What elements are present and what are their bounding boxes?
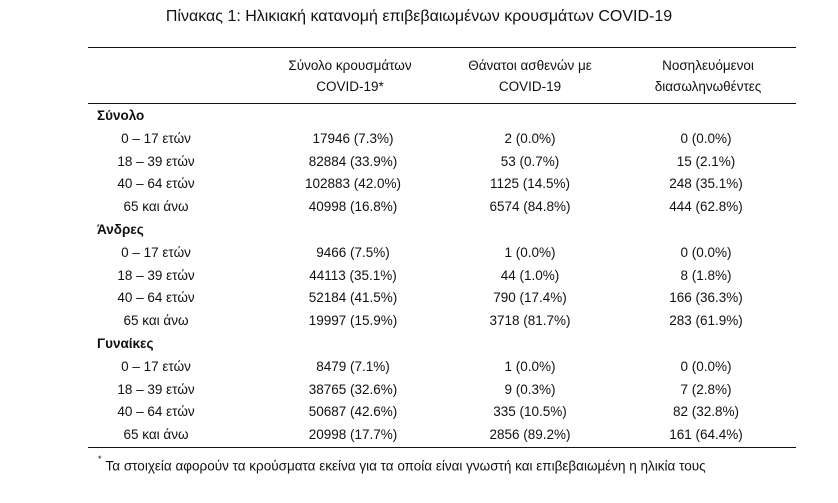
age-cell: 65 και άνω xyxy=(123,426,189,442)
cases-cell: 17946 (7.3%) xyxy=(312,131,394,146)
footnote xyxy=(98,452,706,477)
age-cell: 18 – 39 ετών xyxy=(117,153,195,169)
intubated-cell: 8 (1.8%) xyxy=(680,267,732,283)
table-row xyxy=(0,401,838,424)
column-header-cases-line2: COVID-19* xyxy=(316,79,384,94)
table-top-rule xyxy=(88,47,796,48)
intubated-cell: 0 (0.0%) xyxy=(680,359,732,374)
cases-cell: 38765 (32.6%) xyxy=(308,381,398,397)
table-header-rule xyxy=(88,103,796,104)
age-cell: 40 – 64 ετών xyxy=(117,290,195,305)
age-cell: 40 – 64 ετών xyxy=(117,404,195,419)
table-title: Πίνακας 1: Ηλικιακή κατανομή επιβεβαιωμένων κρουσμάτων COVID-19 xyxy=(165,8,673,25)
group-label: Άνδρες xyxy=(97,222,144,237)
table-row xyxy=(0,287,838,310)
intubated-cell: 444 (62.8%) xyxy=(669,198,743,214)
table-row xyxy=(0,151,838,174)
age-cell: 65 και άνω xyxy=(123,312,189,328)
cases-cell: 50687 (42.6%) xyxy=(308,404,398,419)
table-row xyxy=(0,424,838,447)
deaths-cell: 1 (0.0%) xyxy=(504,245,556,260)
age-cell: 18 – 39 ετών xyxy=(117,381,195,397)
column-header-intubated-line1: Νοσηλευόμενοι xyxy=(662,58,754,73)
deaths-cell: 9 (0.3%) xyxy=(504,381,556,397)
intubated-cell: 161 (64.4%) xyxy=(669,426,743,442)
table-row xyxy=(0,379,838,402)
table-row xyxy=(0,310,838,333)
intubated-cell: 7 (2.8%) xyxy=(680,381,732,397)
column-header-cases xyxy=(260,55,440,97)
group-label: Σύνολο xyxy=(97,108,145,123)
intubated-cell: 166 (36.3%) xyxy=(669,290,743,305)
intubated-cell: 82 (32.8%) xyxy=(672,404,740,419)
column-header-intubated-line2: διασωληνωθέντες xyxy=(654,79,762,94)
column-header-deaths-line1: Θάνατοι ασθενών με xyxy=(468,58,592,73)
cases-cell: 19997 (15.9%) xyxy=(308,312,398,328)
cases-cell: 40998 (16.8%) xyxy=(308,198,398,214)
table-row xyxy=(0,196,838,219)
column-header-deaths-line2: COVID-19 xyxy=(498,79,562,94)
deaths-cell: 6574 (84.8%) xyxy=(489,198,571,214)
deaths-cell: 44 (1.0%) xyxy=(500,267,560,283)
intubated-cell: 248 (35.1%) xyxy=(669,176,743,191)
age-cell: 0 – 17 ετών xyxy=(121,359,191,374)
footnote-text: Τα στοιχεία αφορούν τα κρούσματα εκείνα για τα οποία είναι γνωστή και επιβεβαιωμένη η ηλικία τους xyxy=(105,458,706,474)
age-cell: 0 – 17 ετών xyxy=(121,131,191,146)
intubated-cell: 0 (0.0%) xyxy=(680,131,732,146)
deaths-cell: 1 (0.0%) xyxy=(504,359,556,374)
cases-cell: 52184 (41.5%) xyxy=(308,290,398,305)
deaths-cell: 2856 (89.2%) xyxy=(489,426,571,442)
column-header-deaths xyxy=(440,55,620,97)
table-row xyxy=(0,173,838,196)
deaths-cell: 790 (17.4%) xyxy=(493,290,567,305)
intubated-cell: 0 (0.0%) xyxy=(680,245,732,260)
age-cell: 18 – 39 ετών xyxy=(117,267,195,283)
cases-cell: 82884 (33.9%) xyxy=(308,153,398,169)
cases-cell: 20998 (17.7%) xyxy=(308,426,398,442)
footnote-marker: * xyxy=(98,454,102,464)
table-row xyxy=(0,356,838,379)
group-label: Γυναίκες xyxy=(97,336,154,351)
cases-cell: 44113 (35.1%) xyxy=(309,267,397,283)
deaths-cell: 2 (0.0%) xyxy=(504,131,556,146)
table-row xyxy=(0,128,838,151)
cases-cell: 102883 (42.0%) xyxy=(304,176,402,191)
deaths-cell: 3718 (81.7%) xyxy=(489,312,571,328)
cases-cell: 8479 (7.1%) xyxy=(316,359,390,374)
deaths-cell: 335 (10.5%) xyxy=(493,404,567,419)
table-row xyxy=(0,265,838,288)
age-cell: 65 και άνω xyxy=(123,198,189,214)
cases-cell: 9466 (7.5%) xyxy=(316,245,390,260)
table-bottom-rule xyxy=(88,447,796,448)
intubated-cell: 15 (2.1%) xyxy=(676,153,736,169)
intubated-cell: 283 (61.9%) xyxy=(669,312,743,328)
deaths-cell: 1125 (14.5%) xyxy=(489,176,571,191)
deaths-cell: 53 (0.7%) xyxy=(500,153,560,169)
age-cell: 0 – 17 ετών xyxy=(121,245,191,260)
column-header-intubated xyxy=(618,55,798,97)
age-cell: 40 – 64 ετών xyxy=(117,176,195,191)
table-row xyxy=(0,242,838,265)
column-header-cases-line1: Σύνολο κρουσμάτων xyxy=(288,58,412,73)
